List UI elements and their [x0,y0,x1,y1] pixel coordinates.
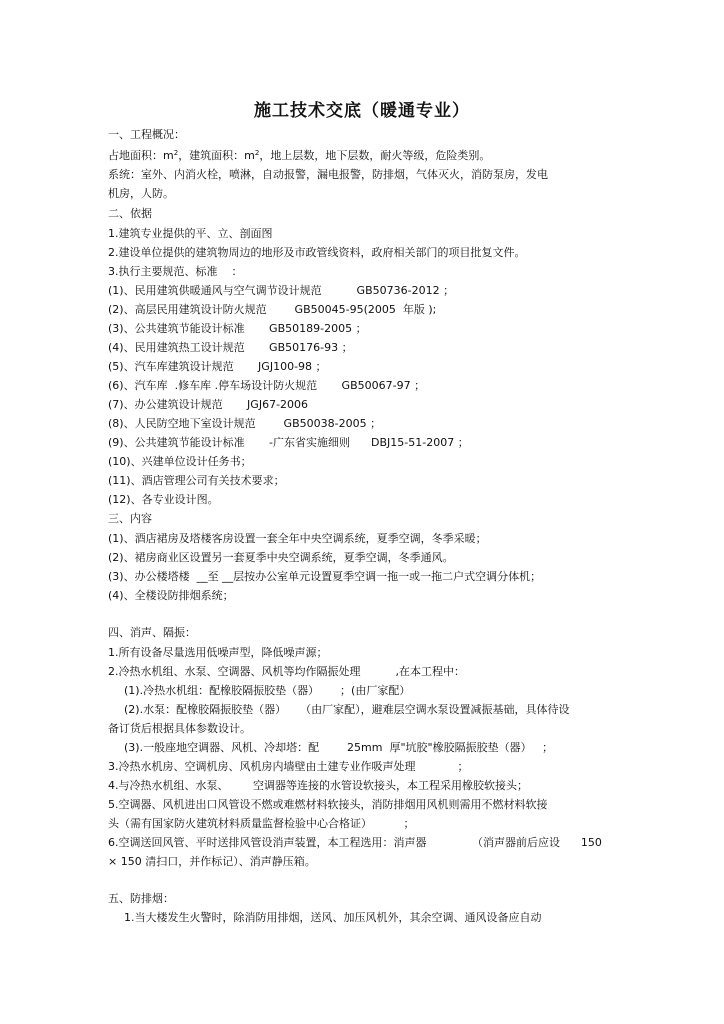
systems-line-cont: 机房，人防。 [108,187,174,200]
noise-item-cont: × 150 清扫口，并作标记）、消声静压箱。 [108,855,316,868]
document-title: 施工技术交底（暖通专业） [254,101,470,121]
noise-subitem: (3).一般座地空调器、风机、冷却塔：配 25mm 厚"坑胶"橡胶隔振胶垫（器） ； [124,741,554,754]
section-5-heading: 五、防排烟： [108,892,174,905]
section-2-heading: 二、依据 [108,207,152,220]
standard-item: (11)、酒店管理公司有关技术要求； [108,474,285,487]
project-area-line: 占地面积：$m^2$，建筑面积：$m^2$，地上层数，地下层数，耐火等级，危险类别。 [108,149,491,162]
section-4-heading: 四、消声、隔振： [108,626,196,639]
standard-item: (3)、公共建筑节能设计标准 GB50189-2005 ； [108,322,367,335]
noise-item: 1.所有设备尽量选用低噪声型，降低噪声源； [108,646,328,659]
standard-item: (12)、各专业设计图。 [108,493,219,506]
basis-item: 3.执行主要规范、标准 ： [108,265,243,278]
standard-item: (5)、汽车库建筑设计规范 JGJ100-98 ； [108,360,327,373]
noise-item: 2.冷热水机组、水泵、空调器、风机等均作隔振处理 ,在本工程中： [108,665,465,678]
noise-subitem: (2).水泵：配橡胶隔振胶垫（器） （由厂家配），避难层空调水泵设置减振基础，具体待设 [124,703,570,716]
standard-item: (4)、民用建筑热工设计规范 GB50176-93 ； [108,341,353,354]
noise-item: 6.空调送回风管、平时送排风管设消声装置，本工程选用：消声器 （消声器前后应设 150 [108,836,602,849]
noise-item-cont: 头（需有国家防火建筑材料质量监督检验中心合格证） ； [108,817,415,830]
section-3-heading: 三、内容 [108,512,152,525]
content-item: (1)、酒店裙房及塔楼客房设置一套全年中央空调系统，夏季空调，冬季采暖； [108,532,487,545]
standard-item: (9)、公共建筑节能设计标准 -广东省实施细则 DBJ15-51-2007 ； [108,436,469,449]
section-1-heading: 一、工程概况： [108,128,185,141]
standard-item: (10)、兴建单位设计任务书； [108,455,252,468]
basis-item: 1.建筑专业提供的平、立、剖面图 [108,227,273,240]
smoke-item: 1.当大楼发生火警时，除消防用排烟，送风、加压风机外，其余空调、通风设备应自动 [124,911,542,924]
standard-item: (7)、办公建筑设计规范 JGJ67-2006 [108,398,309,411]
content-item: (2)、裙房商业区设置另一套夏季中央空调系统，夏季空调，冬季通风。 [108,551,454,564]
noise-subitem: (1).冷热水机组：配橡胶隔振胶垫（器） ；(由厂家配） [124,684,411,697]
content-item: (4)、全楼设防排烟系统； [108,589,234,602]
noise-item: 4.与冷热水机组、水泵、 空调器等连接的水管设软接头，本工程采用橡胶软接头； [108,779,528,792]
standard-item: (1)、民用建筑供暖通风与空气调节设计规范 GB50736-2012 ； [108,284,455,297]
noise-subitem-cont: 备订货后根据具体参数设计。 [108,722,251,735]
content-item: (3)、办公楼塔楼 __至 __层按办公室单元设置夏季空调一拖一或一拖二户式空调分体机； [108,570,542,583]
basis-item: 2.建设单位提供的建筑物周边的地形及市政管线资料，政府相关部门的项目批复文件。 [108,246,526,259]
noise-item: 5.空调器、风机进出口风管设不燃或难燃材料软接头，消防排烟用风机则需用不燃材料软接 [108,798,548,811]
standard-item: (6)、汽车库 .修车库 .停车场设计防火规范 GB50067-97 ； [108,379,426,392]
noise-item: 3.冷热水机房、空调机房、风机房内墙壁由土建专业作吸声处理 ； [108,760,469,773]
standard-item: (8)、人民防空地下室设计规范 GB50038-2005 ； [108,417,382,430]
systems-line: 系统：室外、内消火栓，喷淋，自动报警，漏电报警，防排烟，气体灭火，消防泵房，发电 [108,168,548,181]
standard-item: (2)、高层民用建筑设计防火规范 GB50045-95(2005 年版 ); [108,303,437,316]
